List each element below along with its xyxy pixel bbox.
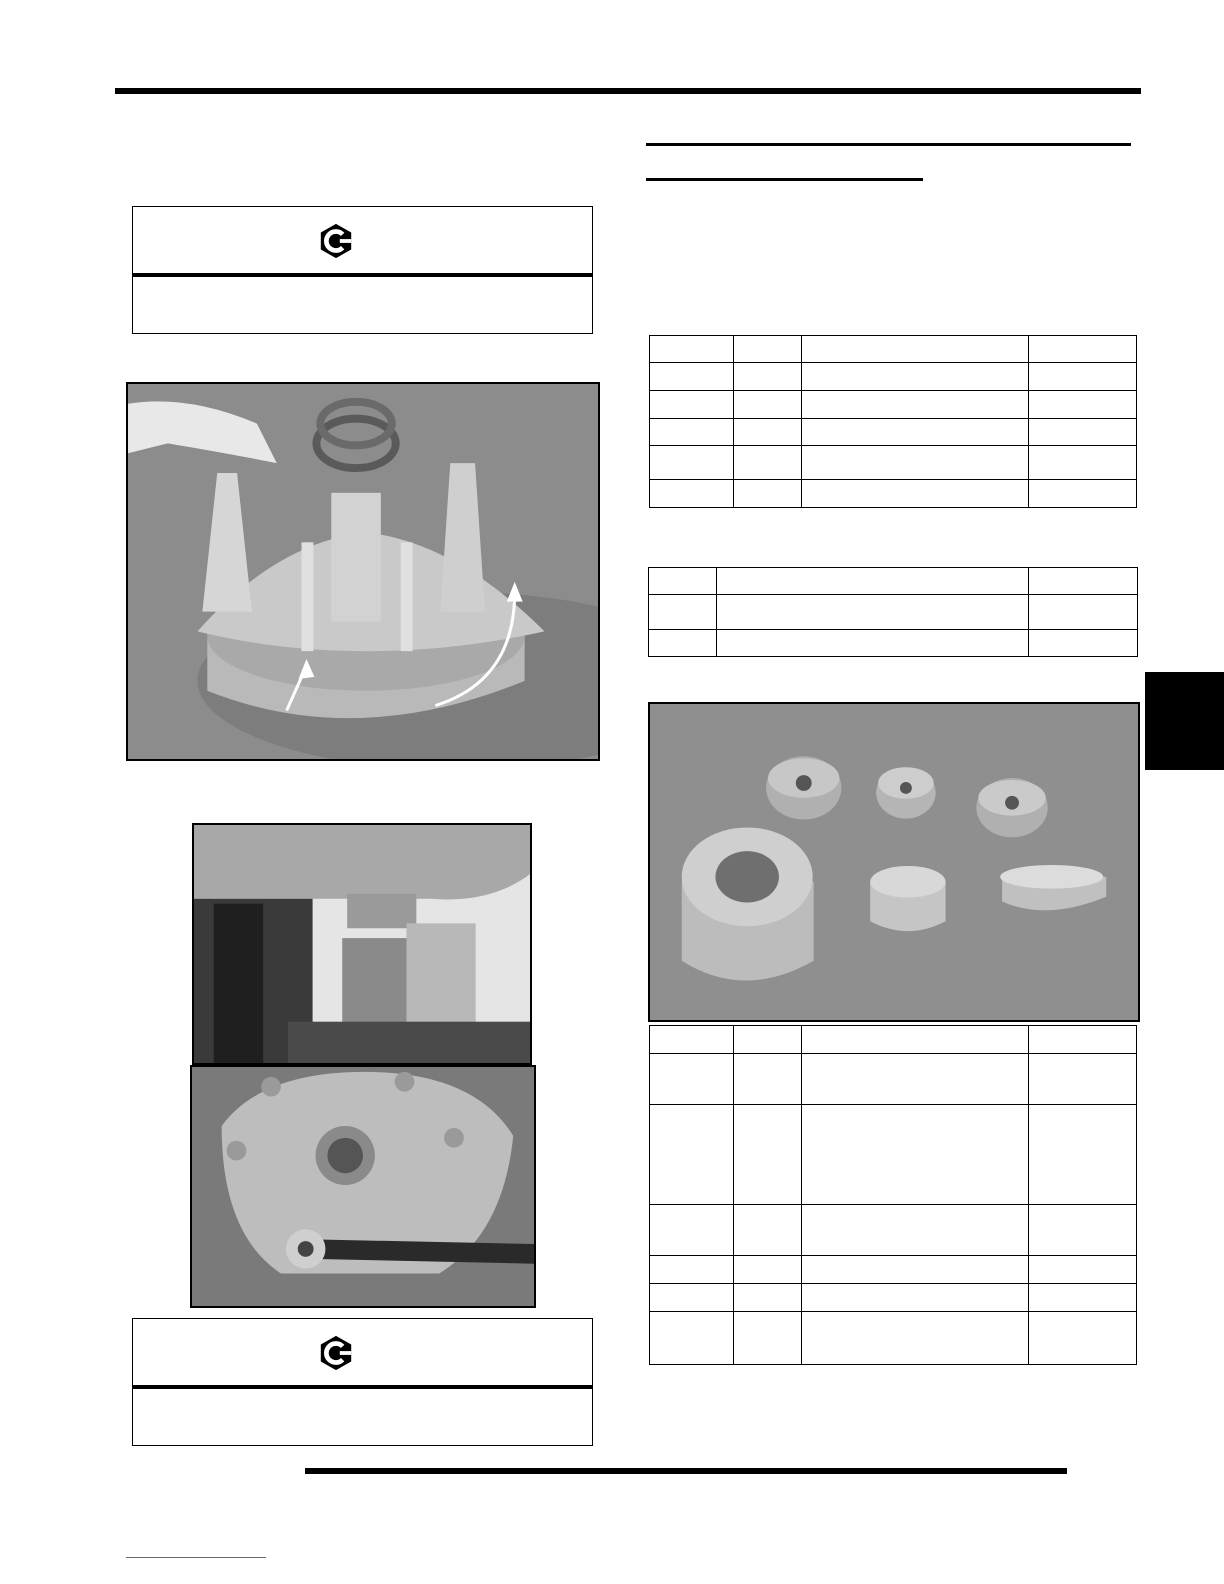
section-heading-rule-long xyxy=(646,143,1131,146)
table-row xyxy=(650,1312,1137,1365)
torque-wrench-icon xyxy=(317,1334,355,1372)
table-row xyxy=(650,1205,1137,1256)
header-rule xyxy=(115,88,1141,94)
table-row xyxy=(649,595,1138,630)
table-row xyxy=(650,1054,1137,1105)
table-row xyxy=(650,1256,1137,1284)
section-heading-rule-short xyxy=(646,178,923,181)
footer-rule xyxy=(305,1468,1067,1474)
torque-spec-box-header xyxy=(133,207,592,277)
chapter-tab xyxy=(1145,672,1224,770)
table-row xyxy=(650,336,1137,363)
torque-spec-box-bottom xyxy=(132,1318,593,1446)
spec-table-a xyxy=(649,335,1137,508)
table-row xyxy=(649,630,1138,657)
table-row xyxy=(650,363,1137,391)
table-row xyxy=(650,1105,1137,1205)
table-row xyxy=(650,1284,1137,1312)
spec-table-b xyxy=(648,567,1138,657)
table-row xyxy=(650,1026,1137,1054)
table-row xyxy=(650,480,1137,508)
table-row xyxy=(650,446,1137,480)
table-row xyxy=(649,568,1138,595)
table-row xyxy=(650,419,1137,446)
clutch-spring-removal-photo xyxy=(126,382,600,761)
table-row xyxy=(650,391,1137,419)
torque-spec-box-header xyxy=(133,1319,592,1389)
torque-spec-box-top xyxy=(132,206,593,334)
clutch-cover-closeup-photo xyxy=(192,823,532,1065)
footnote-link[interactable] xyxy=(126,1557,266,1558)
clutch-cover-torque-wrench-photo xyxy=(190,1065,536,1308)
torque-wrench-icon xyxy=(317,222,355,260)
bushing-tool-set-photo xyxy=(648,702,1140,1022)
spec-table-c xyxy=(649,1025,1137,1365)
